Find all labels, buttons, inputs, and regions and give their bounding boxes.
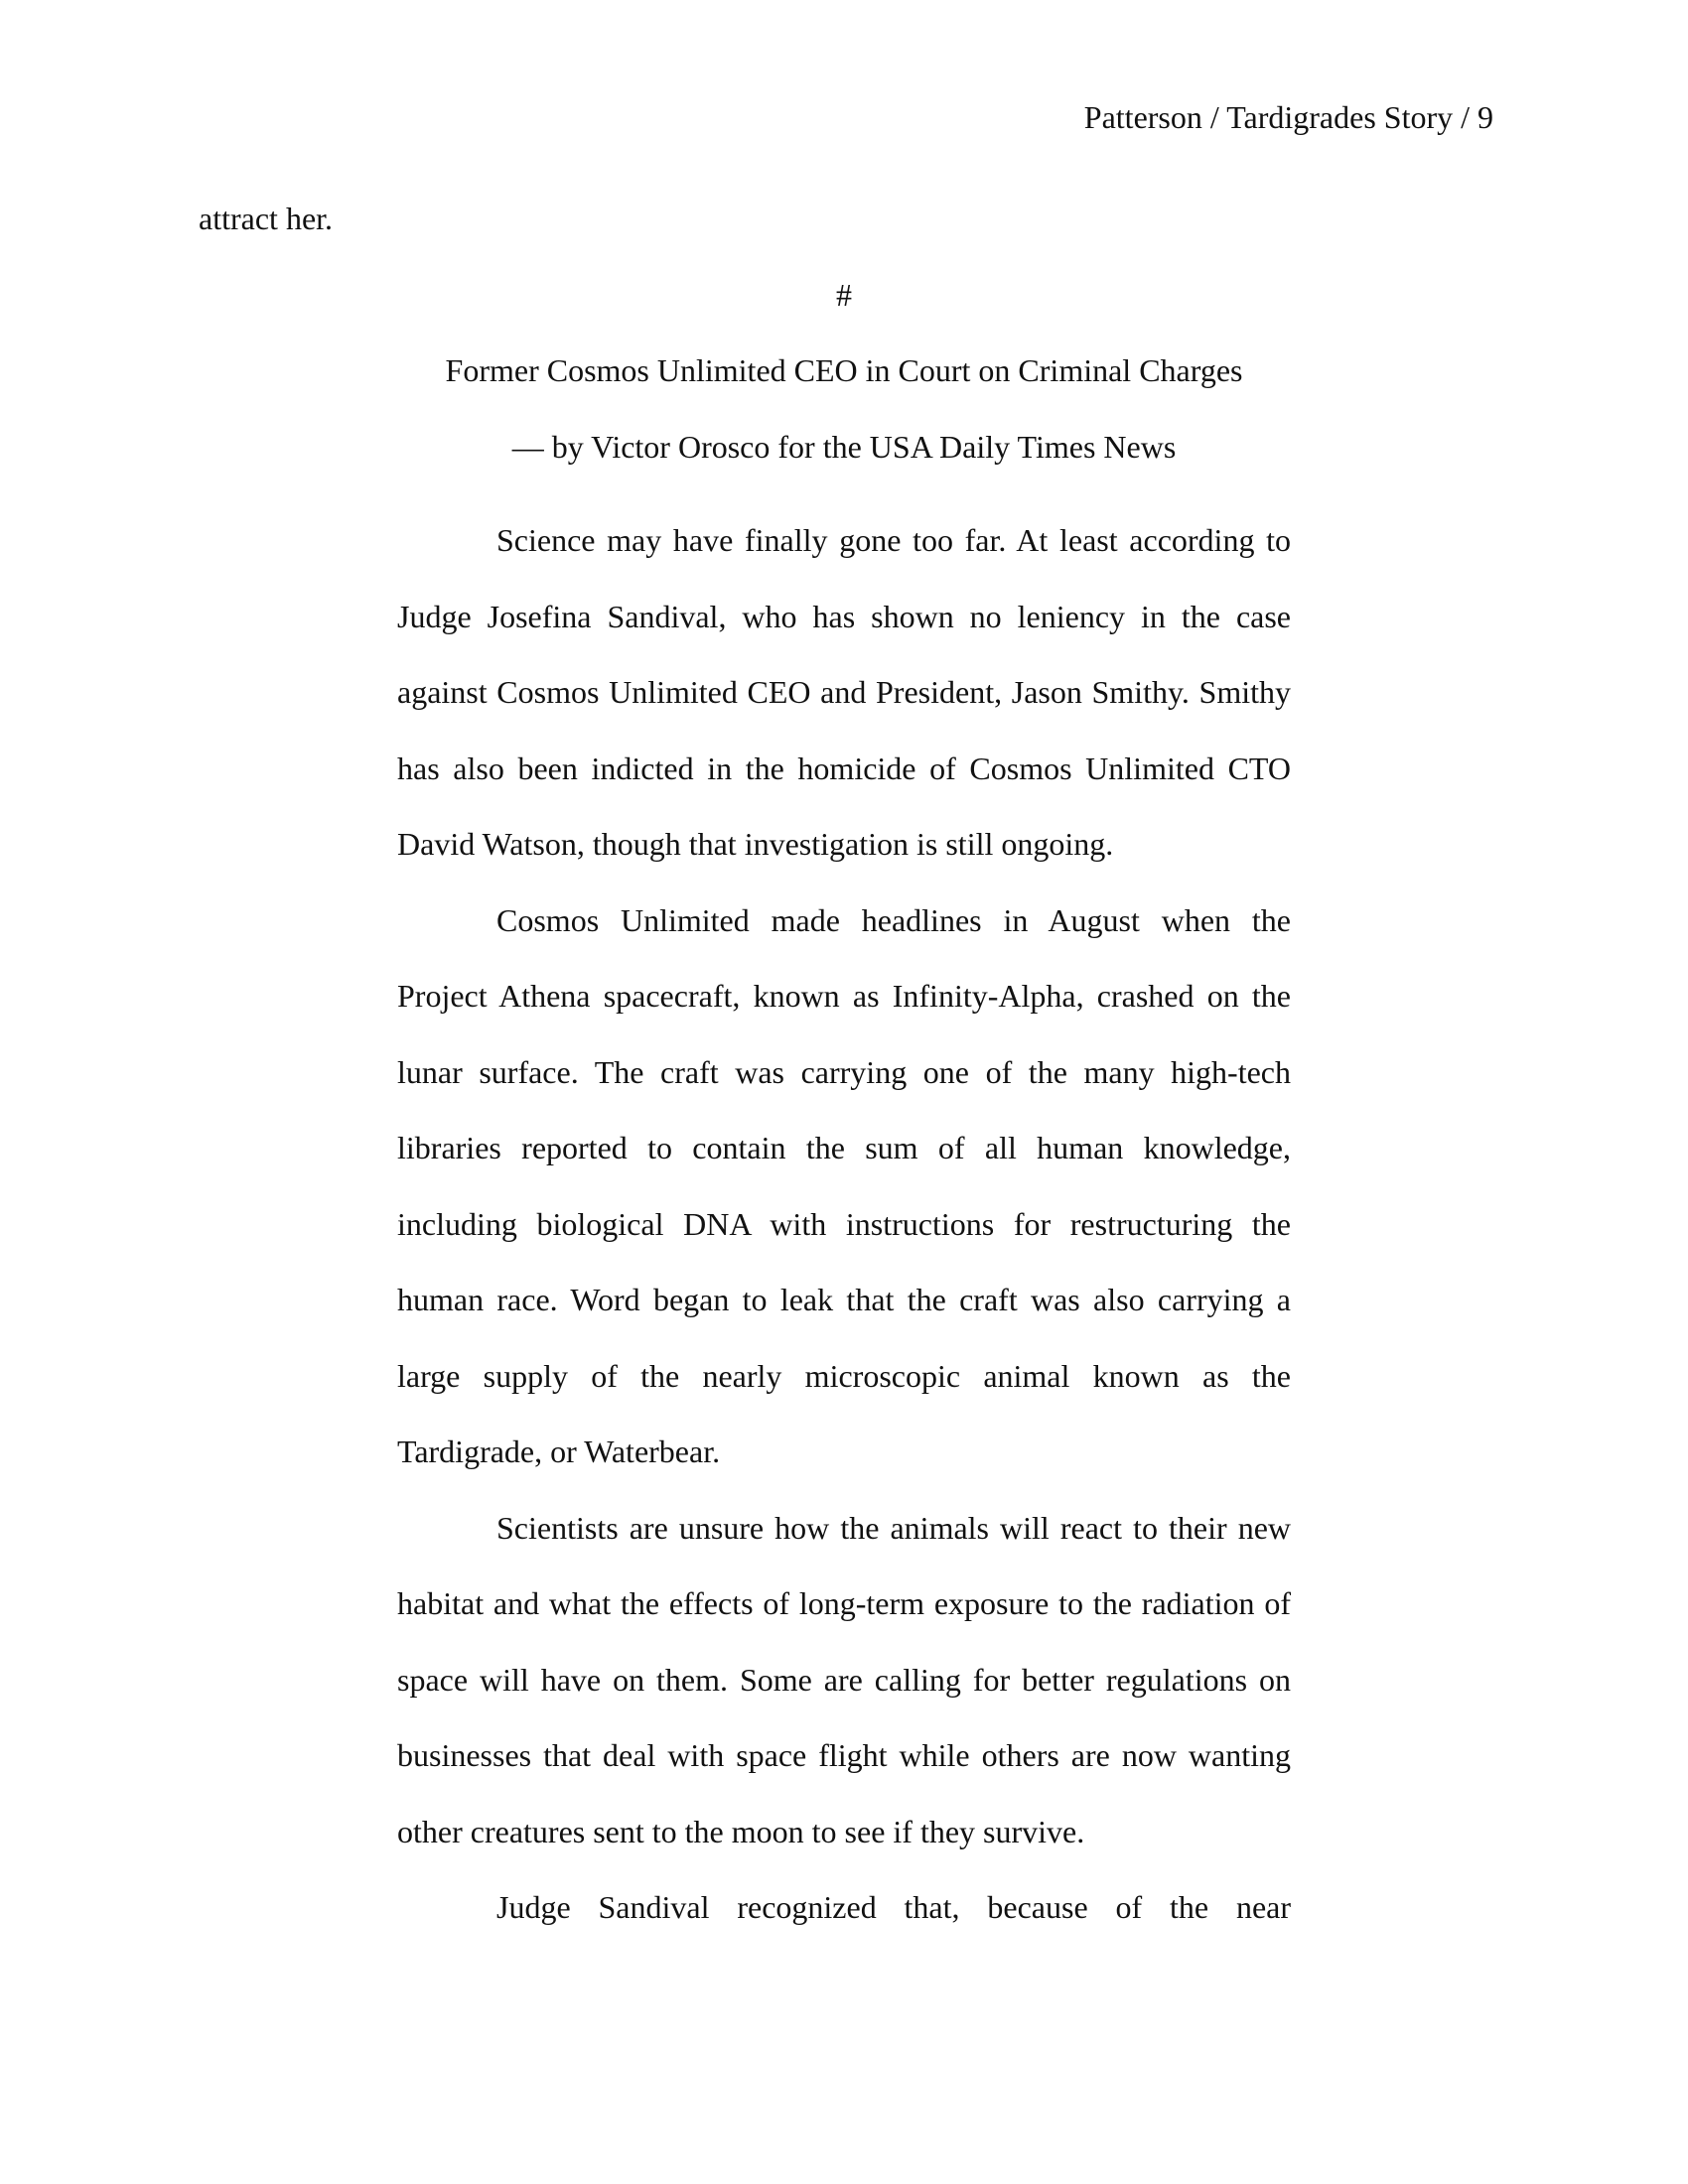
continued-text: attract her. (199, 201, 334, 236)
article-body (397, 502, 1291, 1946)
article-paragraph-3: Scientists are unsure how the animals will react to their new habitat and what the effects of long-term exposure to the radiation of space will have on them. Some are calling for better regulations on businesses that deal with space flight while others are now wanting other creatures sent to the moon to see if they survive. (397, 1509, 1291, 1849)
article-headline: Former Cosmos Unlimited CEO in Court on Criminal Charges (445, 352, 1243, 388)
section-break: # (836, 277, 852, 313)
article-paragraph-2: Cosmos Unlimited made headlines in August when the Project Athena spacecraft, known as Infinity-Alpha, crashed on the lunar surface. The craft was carrying one of the many high-tech libraries reported to contain the sum of all human knowledge, including biological DNA with instructions for restructuring the human race. Word began to leak that the craft was also carrying a large supply of the nearly microscopic animal known as the Tardigrade, or Waterbear. (397, 901, 1291, 1469)
article-paragraph-1: Science may have finally gone too far. At least according to Judge Josefina Sandival, who has shown no leniency in the case against Cosmos Unlimited CEO and President, Jason Smithy. Smithy has also been indicted in the homicide of Cosmos Unlimited CTO David Watson, though that investigation is still ongoing. (397, 522, 1291, 862)
article-paragraph-4: Judge Sandival recognized that, because of the near (496, 1889, 1291, 1925)
running-header: Patterson / Tardigrades Story / 9 (1083, 99, 1493, 135)
article-byline: — by Victor Orosco for the USA Daily Times News (511, 429, 1177, 465)
